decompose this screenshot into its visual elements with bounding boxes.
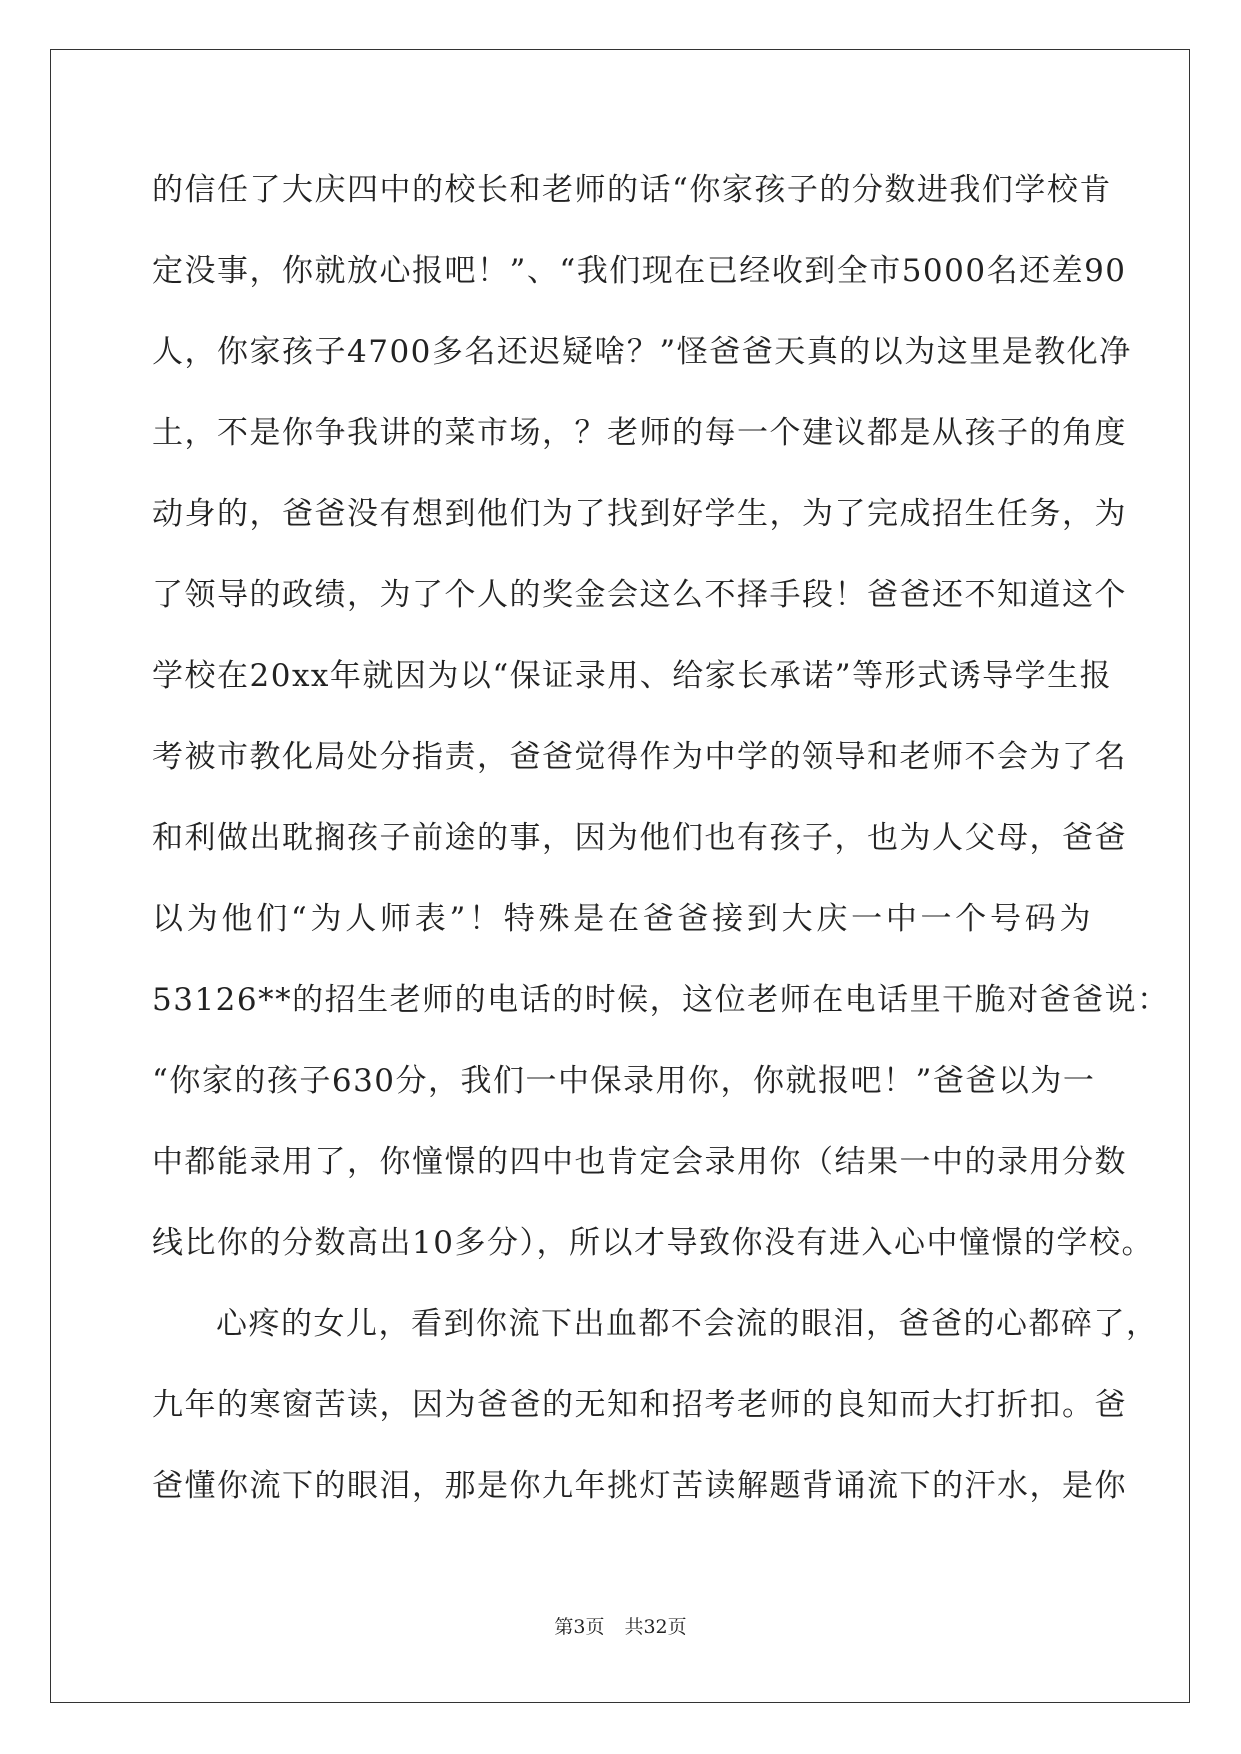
text-line: 以为他们“为人师表”！特殊是在爸爸接到大庆一中一个号码为 [152, 901, 1092, 937]
text-line: 学校在20xx年就因为以“保证录用、给家长承诺”等形式诱导学生报 [152, 658, 1113, 694]
text-line: 爸懂你流下的眼泪，那是你九年挑灯苦读解题背诵流下的汗水，是你 [152, 1468, 1127, 1504]
text-line: 和利做出耽搁孩子前途的事，因为他们也有孩子，也为人父母，爸爸 [152, 820, 1127, 856]
text-line: 定没事，你就放心报吧！”、“我们现在已经收到全市5000名还差90 [152, 253, 1127, 289]
page-total: 共32页 [624, 1616, 687, 1638]
text-line: 53126**的招生老师的电话的时候，这位老师在电话里干脆对爸爸说： [152, 982, 1170, 1018]
text-line: 九年的寒窗苦读，因为爸爸的无知和招考老师的良知而大打折扣。爸 [152, 1387, 1127, 1423]
text-line: “你家的孩子630分，我们一中保录用你，你就报吧！”爸爸以为一 [152, 1063, 1096, 1099]
text-line: 线比你的分数高出10多分），所以才导致你没有进入心中憧憬的学校。 [152, 1225, 1154, 1261]
paragraph-start-line: 心疼的女儿，看到你流下出血都不会流的眼泪，爸爸的心都碎了， [216, 1306, 1159, 1342]
text-line: 人，你家孩子4700多名还迟疑啥？”怪爸爸天真的以为这里是教化净 [152, 334, 1132, 370]
document-body [152, 150, 1170, 1527]
page-number: 第3页 [554, 1616, 605, 1638]
text-line: 土，不是你争我讲的菜市场，？老师的每一个建议都是从孩子的角度 [152, 415, 1127, 451]
text-line: 了领导的政绩，为了个人的奖金会这么不择手段！爸爸还不知道这个 [152, 577, 1127, 613]
text-line: 中都能录用了，你憧憬的四中也肯定会录用你（结果一中的录用分数 [152, 1144, 1127, 1180]
text-line: 的信任了大庆四中的校长和老师的话“你家孩子的分数进我们学校肯 [152, 172, 1112, 208]
page-footer [0, 1612, 1241, 1639]
text-line: 动身的，爸爸没有想到他们为了找到好学生，为了完成招生任务，为 [152, 496, 1127, 532]
text-line: 考被市教化局处分指责，爸爸觉得作为中学的领导和老师不会为了名 [152, 739, 1127, 775]
